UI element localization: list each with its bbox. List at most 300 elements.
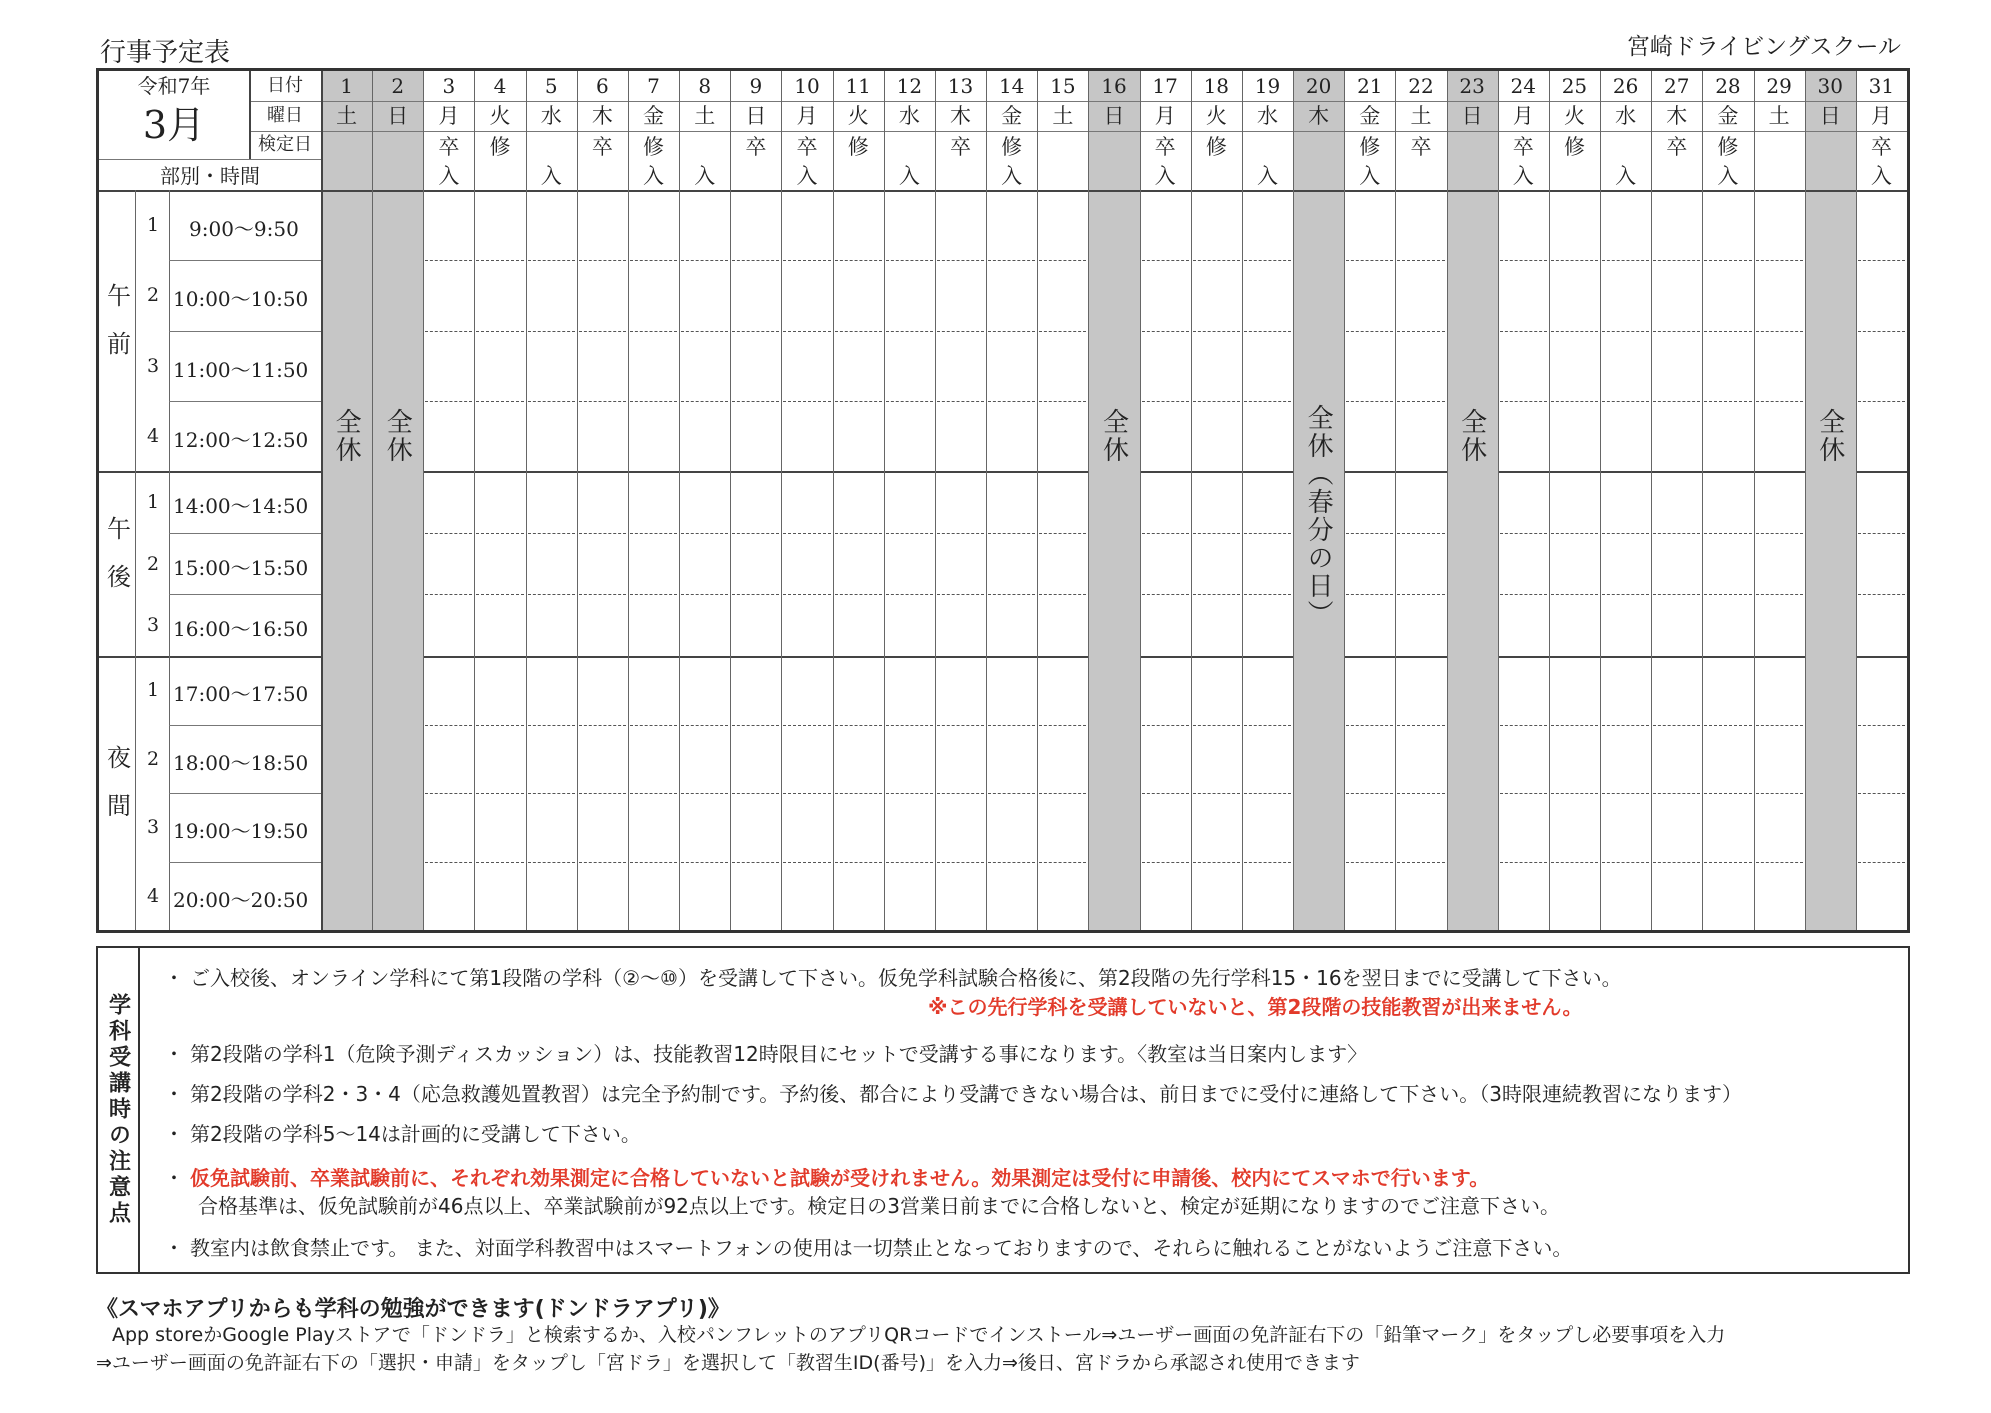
period-dashed-divider (1500, 725, 1547, 726)
day-weekday: 土 (1768, 103, 1790, 128)
period-dashed-divider (579, 401, 626, 402)
period-dashed-divider (835, 793, 882, 794)
period-dashed-divider (1142, 401, 1189, 402)
exam-mark-1: 卒 (438, 134, 460, 159)
period-dashed-divider (1602, 594, 1649, 595)
col-divider (1498, 71, 1499, 930)
day-weekday: 木 (1308, 103, 1330, 128)
period-dashed-divider (579, 725, 626, 726)
session-divider (1242, 471, 1293, 473)
exam-mark-1 (526, 133, 577, 161)
period-number: 2 (146, 552, 160, 575)
exam-mark-1: 卒 (796, 134, 818, 159)
col-divider (935, 71, 936, 930)
exam-mark-1 (1293, 133, 1344, 161)
session-divider (833, 471, 884, 473)
exam-mark-1: 修 (847, 134, 869, 159)
period-dashed-divider (835, 260, 882, 261)
period-number: 3 (146, 614, 160, 637)
day-weekday: 土 (694, 103, 716, 128)
period-dashed-divider (783, 260, 830, 261)
period-dashed-divider (1397, 260, 1444, 261)
day-weekday: 水 (898, 103, 920, 128)
session-divider (1395, 656, 1446, 658)
period-dashed-divider (937, 862, 984, 863)
period-dashed-divider (1500, 260, 1547, 261)
period-dashed-divider (835, 725, 882, 726)
app-instruction-line1: App storeかGoogle Playストアで「ドンドラ」と検索するか、入校パンフレットのアプリQRコードでインストール⇒ユーザー画面の免許証右下の「鉛筆マーク」をタップし必要事項を入力 (112, 1324, 1726, 1346)
session-divider (1549, 471, 1600, 473)
period-dashed-divider (1244, 594, 1291, 595)
day-weekday: 金 (1001, 103, 1023, 128)
col-divider (1242, 71, 1243, 930)
session-divider (1191, 656, 1242, 658)
day-number: 17 (1152, 74, 1178, 98)
period-dashed-divider (1039, 594, 1086, 595)
period-dashed-divider (1397, 594, 1444, 595)
period-dashed-divider (579, 331, 626, 332)
period-time: 20:00〜20:50 (173, 887, 309, 912)
col-divider (1702, 71, 1703, 930)
closed-day-column (372, 71, 423, 930)
period-time: 18:00〜18:50 (173, 750, 309, 775)
session-divider (730, 656, 781, 658)
day-weekday: 土 (336, 103, 358, 128)
period-divider (169, 725, 321, 726)
exam-mark-2 (935, 162, 986, 190)
period-dashed-divider (579, 260, 626, 261)
period-dashed-divider (1756, 533, 1803, 534)
session-label: 午後 (102, 515, 131, 612)
period-dashed-divider (1704, 594, 1751, 595)
period-dashed-divider (1551, 331, 1598, 332)
exam-mark-2: 入 (1870, 163, 1892, 188)
period-dashed-divider (681, 594, 728, 595)
col-divider (1651, 71, 1652, 930)
col-divider (1805, 71, 1806, 930)
day-weekday: 木 (591, 103, 613, 128)
period-dashed-divider (1858, 594, 1905, 595)
period-dashed-divider (835, 594, 882, 595)
period-dashed-divider (1551, 401, 1598, 402)
session-divider (628, 656, 679, 658)
period-dashed-divider (528, 793, 575, 794)
period-dashed-divider (937, 594, 984, 595)
period-dashed-divider (1244, 725, 1291, 726)
note-item: ・ 第2段階の学科5〜14は計画的に受講して下さい。 (164, 1122, 641, 1146)
day-number: 31 (1868, 74, 1895, 98)
period-time: 15:00〜15:50 (173, 555, 309, 580)
closed-label: 全休 (382, 408, 413, 464)
col-divider (1140, 71, 1141, 930)
col-divider (1856, 71, 1857, 930)
period-divider (169, 260, 321, 261)
period-dashed-divider (1756, 594, 1803, 595)
day-number: 14 (998, 74, 1025, 98)
col-divider (628, 71, 629, 930)
session-divider (679, 656, 730, 658)
period-dashed-divider (630, 862, 677, 863)
period-dashed-divider (1039, 331, 1086, 332)
period-dashed-divider (937, 401, 984, 402)
period-dashed-divider (835, 331, 882, 332)
period-dashed-divider (1500, 401, 1547, 402)
period-time: 9:00〜9:50 (189, 217, 299, 242)
period-dashed-divider (1142, 793, 1189, 794)
session-divider (1037, 656, 1088, 658)
session-divider (781, 656, 832, 658)
day-weekday: 水 (1615, 103, 1637, 128)
period-dashed-divider (1244, 331, 1291, 332)
col-divider (474, 71, 475, 930)
period-dashed-divider (1142, 594, 1189, 595)
day-weekday: 日 (387, 103, 409, 128)
period-dashed-divider (630, 725, 677, 726)
period-dashed-divider (476, 725, 523, 726)
day-weekday: 日 (1819, 103, 1841, 128)
col-divider (1037, 71, 1038, 930)
period-dashed-divider (528, 862, 575, 863)
app-instruction-line2: ⇒ユーザー画面の免許証右下の「選択・申請」をタップし「宮ドラ」を選択して「教習生ID(番号)」を入力⇒後日、宮ドラから承認され使用できます (96, 1352, 1360, 1374)
period-dashed-divider (1653, 793, 1700, 794)
session-divider (1140, 471, 1191, 473)
period-dashed-divider (783, 793, 830, 794)
session-divider (1702, 656, 1753, 658)
exam-mark-1 (372, 133, 423, 161)
header-bottom-line (99, 190, 1907, 192)
col-divider (1600, 71, 1601, 930)
weekday-row-label: 曜日 (267, 105, 303, 126)
period-number: 2 (146, 284, 160, 307)
period-dashed-divider (1602, 533, 1649, 534)
period-dashed-divider (1039, 862, 1086, 863)
note-item: ・ 教室内は飲食禁止です。 また、対面学科教習中はスマートフォンの使用は一切禁止となっておりますので、それらに触れることがないようご注意下さい。 (164, 1236, 1573, 1260)
note-item-continued: 合格基準は、仮免試験前が46点以上、卒業試験前が92点以上です。検定日の3営業日前までに合格しないと、検定が延期になりますのでご注意下さい。 (198, 1194, 1561, 1218)
period-dashed-divider (1858, 725, 1905, 726)
day-number: 3 (442, 74, 456, 98)
exam-mark-2: 入 (1512, 163, 1534, 188)
exam-mark-1 (1754, 133, 1805, 161)
document-title: 行事予定表 (100, 38, 231, 68)
period-dashed-divider (937, 331, 984, 332)
session-divider (986, 656, 1037, 658)
period-number: 1 (146, 214, 160, 237)
period-dashed-divider (1039, 725, 1086, 726)
day-number: 8 (698, 74, 712, 98)
period-dashed-divider (476, 533, 523, 534)
period-dashed-divider (1397, 533, 1444, 534)
session-divider (1702, 471, 1753, 473)
period-dashed-divider (1704, 725, 1751, 726)
day-weekday: 月 (1154, 103, 1176, 128)
session-divider (1498, 656, 1549, 658)
period-dashed-divider (579, 793, 626, 794)
period-dashed-divider (732, 533, 779, 534)
day-number: 30 (1817, 74, 1843, 98)
session-divider (526, 656, 577, 658)
session-divider (577, 471, 628, 473)
day-weekday: 日 (1103, 103, 1125, 128)
period-dashed-divider (476, 793, 523, 794)
exam-mark-2 (1395, 162, 1446, 190)
session-divider (423, 656, 474, 658)
period-dashed-divider (681, 533, 728, 534)
period-dashed-divider (1193, 793, 1240, 794)
period-dashed-divider (1346, 793, 1393, 794)
col-divider (1754, 71, 1755, 930)
exam-mark-2: 入 (1615, 163, 1637, 188)
session-divider (1651, 471, 1702, 473)
period-dashed-divider (732, 594, 779, 595)
exam-mark-2 (1293, 162, 1344, 190)
session-divider (1242, 656, 1293, 658)
period-dashed-divider (1858, 260, 1905, 261)
period-dashed-divider (1602, 725, 1649, 726)
day-number: 21 (1357, 74, 1383, 98)
period-time: 17:00〜17:50 (173, 682, 309, 707)
col-divider (135, 190, 136, 930)
exam-mark-2 (1088, 162, 1139, 190)
col-divider (833, 71, 834, 930)
session-divider (679, 471, 730, 473)
period-dashed-divider (988, 331, 1035, 332)
period-divider (169, 331, 321, 332)
row-divider (249, 131, 1907, 132)
day-number: 28 (1715, 74, 1741, 98)
period-dashed-divider (1653, 260, 1700, 261)
period-dashed-divider (886, 533, 933, 534)
period-dashed-divider (1142, 862, 1189, 863)
period-dashed-divider (425, 725, 472, 726)
period-dashed-divider (1397, 793, 1444, 794)
session-divider (986, 471, 1037, 473)
period-dashed-divider (988, 533, 1035, 534)
exam-mark-1: 修 (643, 134, 665, 159)
period-dashed-divider (1602, 331, 1649, 332)
period-dashed-divider (476, 401, 523, 402)
period-dashed-divider (886, 725, 933, 726)
session-divider (781, 471, 832, 473)
exam-mark-2: 入 (1154, 163, 1176, 188)
session-divider (1344, 471, 1395, 473)
session-divider (628, 471, 679, 473)
date-row-label: 日付 (267, 75, 303, 96)
period-dashed-divider (1858, 331, 1905, 332)
period-dashed-divider (630, 793, 677, 794)
day-weekday: 火 (847, 103, 869, 128)
closed-label: 全休 (1098, 408, 1129, 464)
exam-mark-1 (1088, 133, 1139, 161)
period-dashed-divider (681, 401, 728, 402)
exam-mark-2 (577, 162, 628, 190)
day-number: 4 (493, 74, 507, 98)
period-dashed-divider (1756, 260, 1803, 261)
period-dashed-divider (1039, 533, 1086, 534)
period-dashed-divider (1551, 793, 1598, 794)
exam-mark-2: 入 (1001, 163, 1023, 188)
school-name: 宮崎ドライビングスクール (1626, 34, 1901, 60)
col-divider (321, 71, 323, 930)
day-number: 5 (544, 74, 558, 98)
period-dashed-divider (1602, 401, 1649, 402)
exam-mark-2 (1754, 162, 1805, 190)
exam-mark-2 (474, 162, 525, 190)
period-dashed-divider (1244, 862, 1291, 863)
day-number: 2 (391, 74, 405, 98)
period-dashed-divider (579, 862, 626, 863)
exam-mark-1: 卒 (591, 134, 613, 159)
col-divider (1191, 71, 1192, 930)
period-dashed-divider (886, 793, 933, 794)
period-dashed-divider (988, 594, 1035, 595)
period-number: 3 (146, 816, 160, 839)
day-number: 25 (1561, 74, 1588, 98)
day-weekday: 土 (1410, 103, 1432, 128)
period-dashed-divider (1500, 594, 1547, 595)
period-dashed-divider (1346, 260, 1393, 261)
col-divider (169, 190, 170, 930)
exam-mark-2: 入 (643, 163, 665, 188)
period-dashed-divider (1858, 401, 1905, 402)
exam-mark-1: 卒 (950, 134, 971, 159)
period-dashed-divider (528, 331, 575, 332)
period-dashed-divider (1346, 533, 1393, 534)
period-dashed-divider (476, 331, 523, 332)
period-dashed-divider (1858, 793, 1905, 794)
col-divider (372, 71, 373, 930)
period-divider (169, 793, 321, 794)
period-dashed-divider (681, 260, 728, 261)
period-dashed-divider (1500, 793, 1547, 794)
session-divider (1754, 656, 1805, 658)
period-dashed-divider (1551, 533, 1598, 534)
period-dashed-divider (579, 594, 626, 595)
col-divider (1088, 71, 1089, 930)
period-dashed-divider (630, 401, 677, 402)
period-dashed-divider (1039, 793, 1086, 794)
day-weekday: 金 (1717, 103, 1739, 128)
period-dashed-divider (681, 725, 728, 726)
period-dashed-divider (630, 260, 677, 261)
exam-row-label: 検定日 (258, 134, 312, 155)
period-dashed-divider (1704, 862, 1751, 863)
period-dashed-divider (1704, 533, 1751, 534)
period-dashed-divider (783, 862, 830, 863)
period-dashed-divider (1346, 862, 1393, 863)
period-dashed-divider (1397, 331, 1444, 332)
day-number: 15 (1050, 74, 1076, 98)
period-dashed-divider (579, 533, 626, 534)
period-dashed-divider (886, 260, 933, 261)
session-divider (1856, 471, 1907, 473)
period-divider (169, 401, 321, 402)
period-dashed-divider (1039, 401, 1086, 402)
session-label: 午前 (102, 282, 131, 379)
exam-mark-1: 卒 (1410, 134, 1432, 159)
period-dashed-divider (1858, 862, 1905, 863)
period-dashed-divider (425, 260, 472, 261)
day-number: 23 (1459, 74, 1485, 98)
exam-mark-2 (1549, 162, 1600, 190)
period-dashed-divider (1346, 725, 1393, 726)
period-dashed-divider (425, 862, 472, 863)
day-number: 12 (896, 74, 923, 98)
period-dashed-divider (681, 862, 728, 863)
period-dashed-divider (425, 331, 472, 332)
period-dashed-divider (1142, 533, 1189, 534)
exam-mark-1: 卒 (1870, 134, 1892, 159)
period-dashed-divider (1193, 594, 1240, 595)
exam-mark-1 (1447, 133, 1498, 161)
month-label: 3月 (142, 103, 206, 147)
period-dashed-divider (476, 862, 523, 863)
period-time: 16:00〜16:50 (173, 617, 309, 642)
exam-mark-2: 入 (540, 163, 562, 188)
period-time: 11:00〜11:50 (173, 357, 309, 382)
day-weekday: 土 (1052, 103, 1074, 128)
period-dashed-divider (988, 725, 1035, 726)
session-divider (1037, 471, 1088, 473)
day-weekday: 金 (1359, 103, 1381, 128)
period-dashed-divider (988, 793, 1035, 794)
period-dashed-divider (1653, 725, 1700, 726)
period-dashed-divider (886, 594, 933, 595)
period-dashed-divider (1142, 260, 1189, 261)
exam-mark-2: 入 (1359, 163, 1381, 188)
period-dashed-divider (732, 331, 779, 332)
session-label: 夜間 (102, 745, 131, 841)
closed-day-column (1088, 71, 1139, 930)
day-number: 27 (1664, 74, 1690, 98)
period-dashed-divider (1193, 862, 1240, 863)
exam-mark-1: 修 (1205, 134, 1227, 159)
period-dashed-divider (1500, 331, 1547, 332)
day-weekday: 水 (540, 103, 562, 128)
exam-mark-2 (1805, 162, 1856, 190)
period-dashed-divider (835, 862, 882, 863)
exam-mark-1: 修 (489, 134, 511, 159)
exam-mark-2 (1191, 162, 1242, 190)
closed-day-column (321, 71, 372, 930)
day-number: 22 (1408, 74, 1434, 98)
period-dashed-divider (783, 725, 830, 726)
period-dashed-divider (937, 533, 984, 534)
period-dashed-divider (886, 401, 933, 402)
period-dashed-divider (835, 401, 882, 402)
period-dashed-divider (732, 793, 779, 794)
period-dashed-divider (937, 725, 984, 726)
notes-title: 学科受講時の注意点 (98, 948, 140, 1272)
period-dashed-divider (1551, 260, 1598, 261)
session-divider (1498, 471, 1549, 473)
day-weekday: 火 (1205, 103, 1227, 128)
period-dashed-divider (528, 401, 575, 402)
period-dashed-divider (732, 260, 779, 261)
section-time-label: 部別・時間 (160, 163, 260, 188)
closed-label: 全休 (1814, 408, 1845, 464)
period-dashed-divider (630, 594, 677, 595)
exam-mark-2: 入 (898, 163, 920, 188)
col-divider (1549, 71, 1550, 930)
period-dashed-divider (1244, 401, 1291, 402)
period-dashed-divider (1756, 725, 1803, 726)
period-dashed-divider (1704, 331, 1751, 332)
period-dashed-divider (1500, 862, 1547, 863)
period-dashed-divider (425, 401, 472, 402)
period-dashed-divider (1653, 862, 1700, 863)
period-time: 12:00〜12:50 (173, 427, 309, 452)
col-divider (986, 71, 987, 930)
